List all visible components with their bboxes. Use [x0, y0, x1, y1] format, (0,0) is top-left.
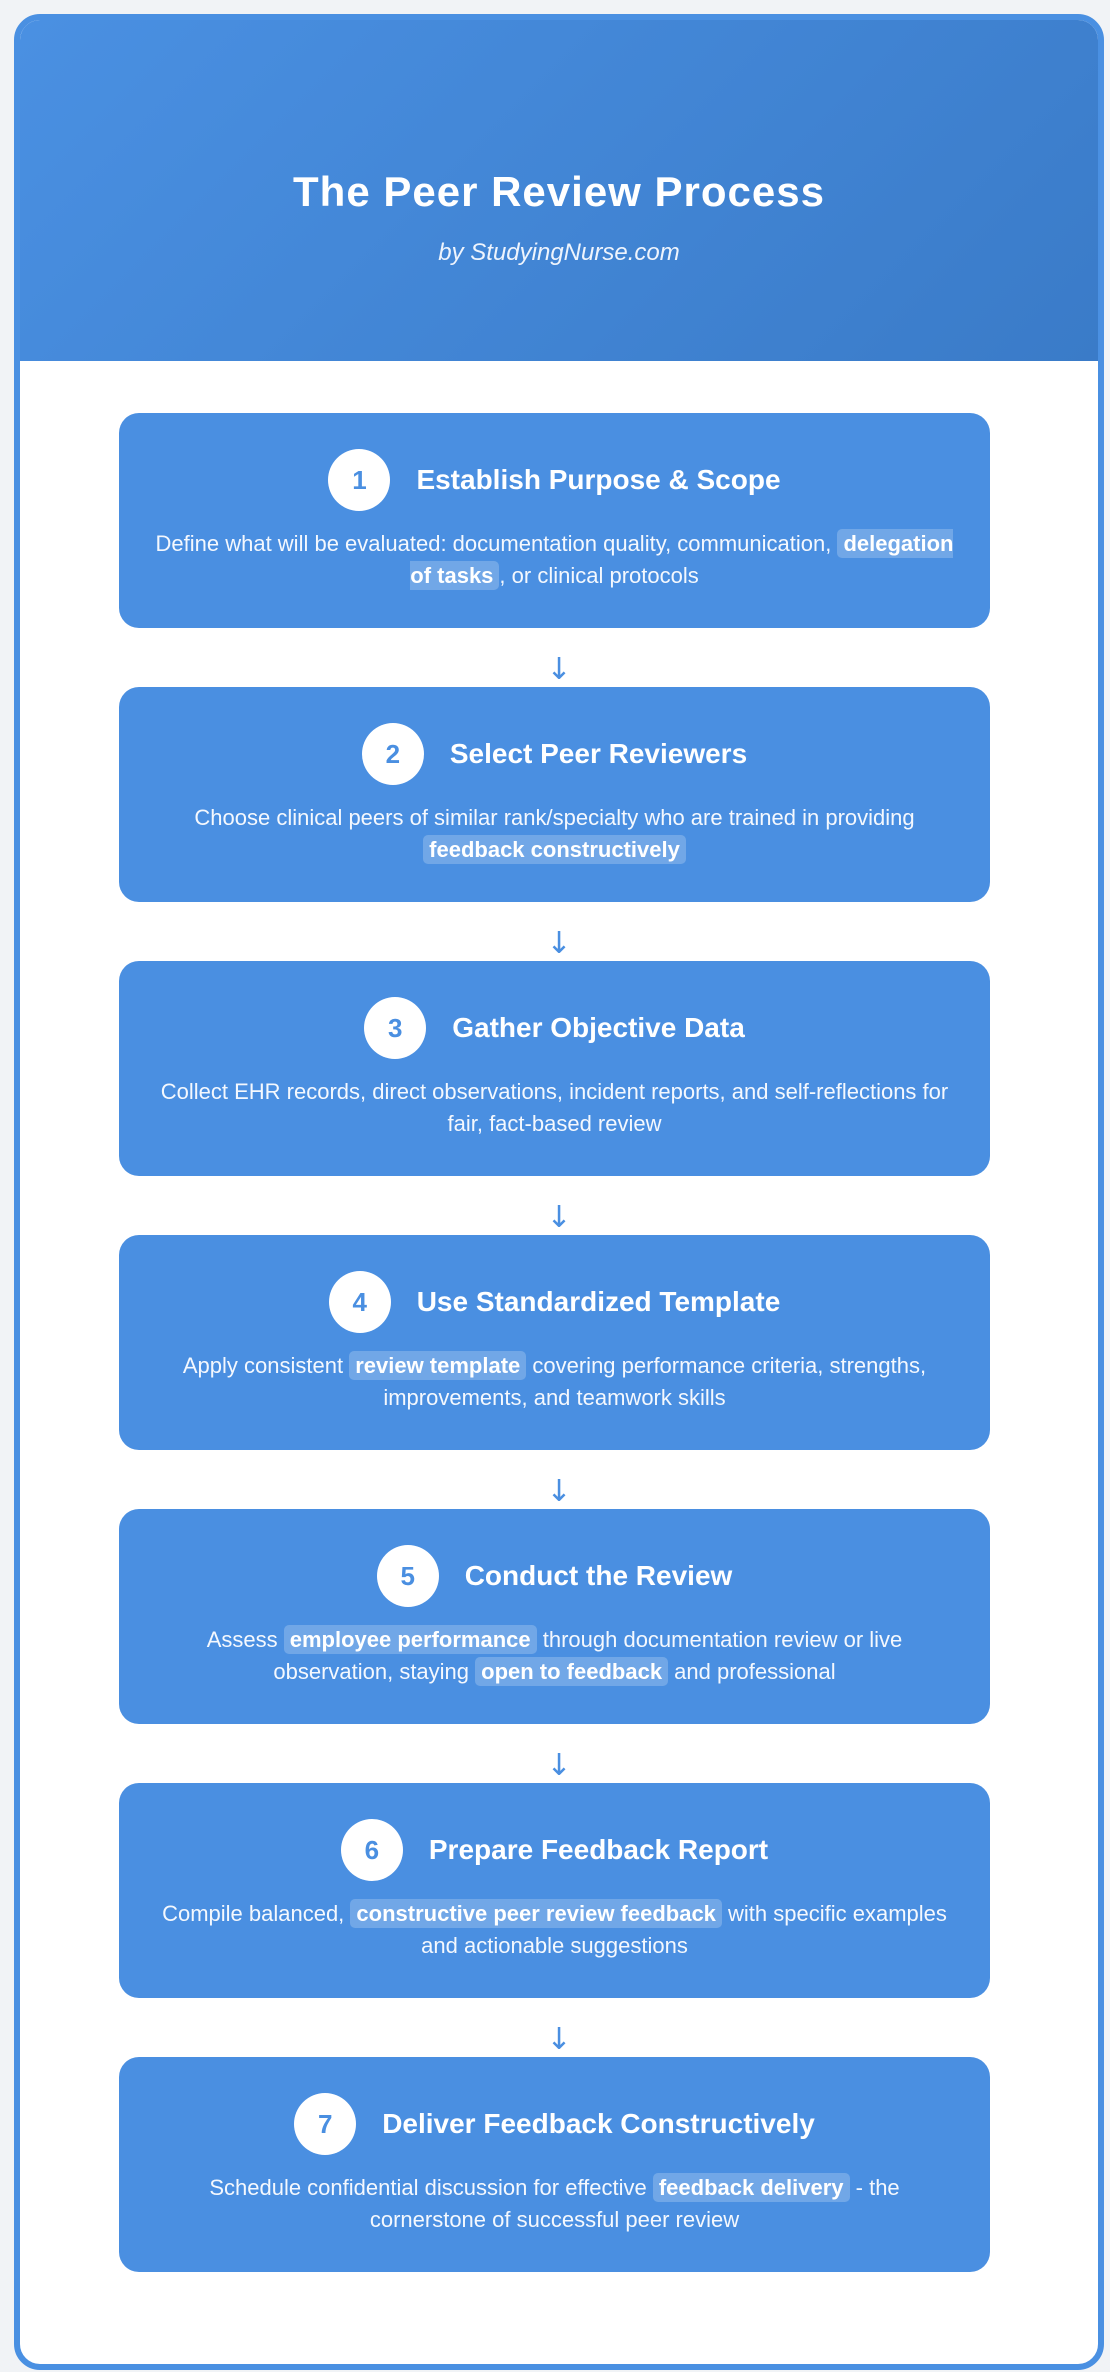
desc-text: Choose clinical peers of similar rank/specialty who are trained in providing — [194, 805, 915, 830]
desc-text: and professional — [668, 1659, 836, 1684]
step-number-badge: 2 — [362, 723, 424, 785]
step-4 — [119, 1235, 990, 1450]
infographic-card — [14, 14, 1104, 2370]
step-description — [149, 2172, 960, 2236]
step-title: Prepare Feedback Report — [428, 1834, 769, 1865]
highlight-term: review template — [349, 1351, 526, 1380]
step-number-badge: 6 — [341, 1819, 403, 1881]
desc-text: with specific examples and actionable suggestions — [421, 1901, 947, 1958]
desc-text: , or clinical protocols — [499, 563, 699, 588]
highlight-term: feedback delivery — [653, 2173, 850, 2202]
step-description — [149, 1076, 960, 1140]
highlight-term: feedback constructively — [423, 835, 686, 864]
down-arrow-icon: ↓ — [546, 1200, 572, 1235]
step-7 — [119, 2057, 990, 2272]
down-arrow-icon: ↓ — [546, 2022, 572, 2057]
step-title: Conduct the Review — [464, 1560, 733, 1591]
highlight-term: employee performance — [284, 1625, 537, 1654]
down-arrow-icon: ↓ — [546, 1474, 572, 1509]
step-header — [119, 1271, 990, 1333]
desc-text: Define what will be evaluated: documentation quality, communication, — [155, 531, 838, 556]
step-description — [149, 528, 960, 592]
step-number-badge: 7 — [294, 2093, 356, 2155]
step-2 — [119, 687, 990, 902]
highlight-term: open to feedback — [475, 1657, 668, 1686]
step-number-badge: 5 — [377, 1545, 439, 1607]
step-header — [119, 1545, 990, 1607]
down-arrow-icon: ↓ — [546, 652, 572, 687]
page-title: The Peer Review Process — [293, 168, 825, 215]
step-header — [119, 1819, 990, 1881]
step-description — [149, 1624, 960, 1688]
desc-text: Collect EHR records, direct observations, incident reports, and self-reflections for fair, fact-based review — [160, 1079, 949, 1136]
step-header — [119, 2093, 990, 2155]
step-3 — [119, 961, 990, 1176]
desc-text: Assess — [206, 1627, 284, 1652]
step-number-badge: 3 — [364, 997, 426, 1059]
step-title: Gather Objective Data — [452, 1012, 745, 1043]
step-description — [149, 802, 960, 866]
highlight-term: constructive peer review feedback — [350, 1899, 722, 1928]
step-title: Select Peer Reviewers — [449, 738, 748, 769]
step-5 — [119, 1509, 990, 1724]
step-number-badge: 4 — [329, 1271, 391, 1333]
desc-text: covering performance criteria, strengths, improvements, and teamwork skills — [383, 1353, 927, 1410]
step-header — [119, 997, 990, 1059]
highlight-term: delegation of tasks — [410, 531, 954, 588]
desc-text: Schedule confidential discussion for effective — [209, 2175, 653, 2200]
step-6 — [119, 1783, 990, 1998]
step-title: Use Standardized Template — [416, 1286, 781, 1317]
step-1 — [119, 413, 990, 628]
step-description — [149, 1350, 960, 1414]
down-arrow-icon: ↓ — [546, 1748, 572, 1783]
down-arrow-icon: ↓ — [546, 926, 572, 961]
desc-text: Apply consistent — [182, 1353, 350, 1378]
step-description — [149, 1898, 960, 1962]
header-banner — [20, 20, 1098, 361]
step-title: Deliver Feedback Constructively — [382, 2108, 815, 2139]
step-header — [119, 723, 990, 785]
step-header — [119, 449, 990, 511]
page-subtitle: by StudyingNurse.com — [438, 239, 680, 266]
step-number-badge: 1 — [328, 449, 390, 511]
desc-text: through documentation review or live observation, staying — [273, 1627, 903, 1684]
desc-text: Compile balanced, — [162, 1901, 351, 1926]
desc-text: - the cornerstone of successful peer review — [369, 2175, 900, 2232]
step-title: Establish Purpose & Scope — [416, 464, 781, 495]
